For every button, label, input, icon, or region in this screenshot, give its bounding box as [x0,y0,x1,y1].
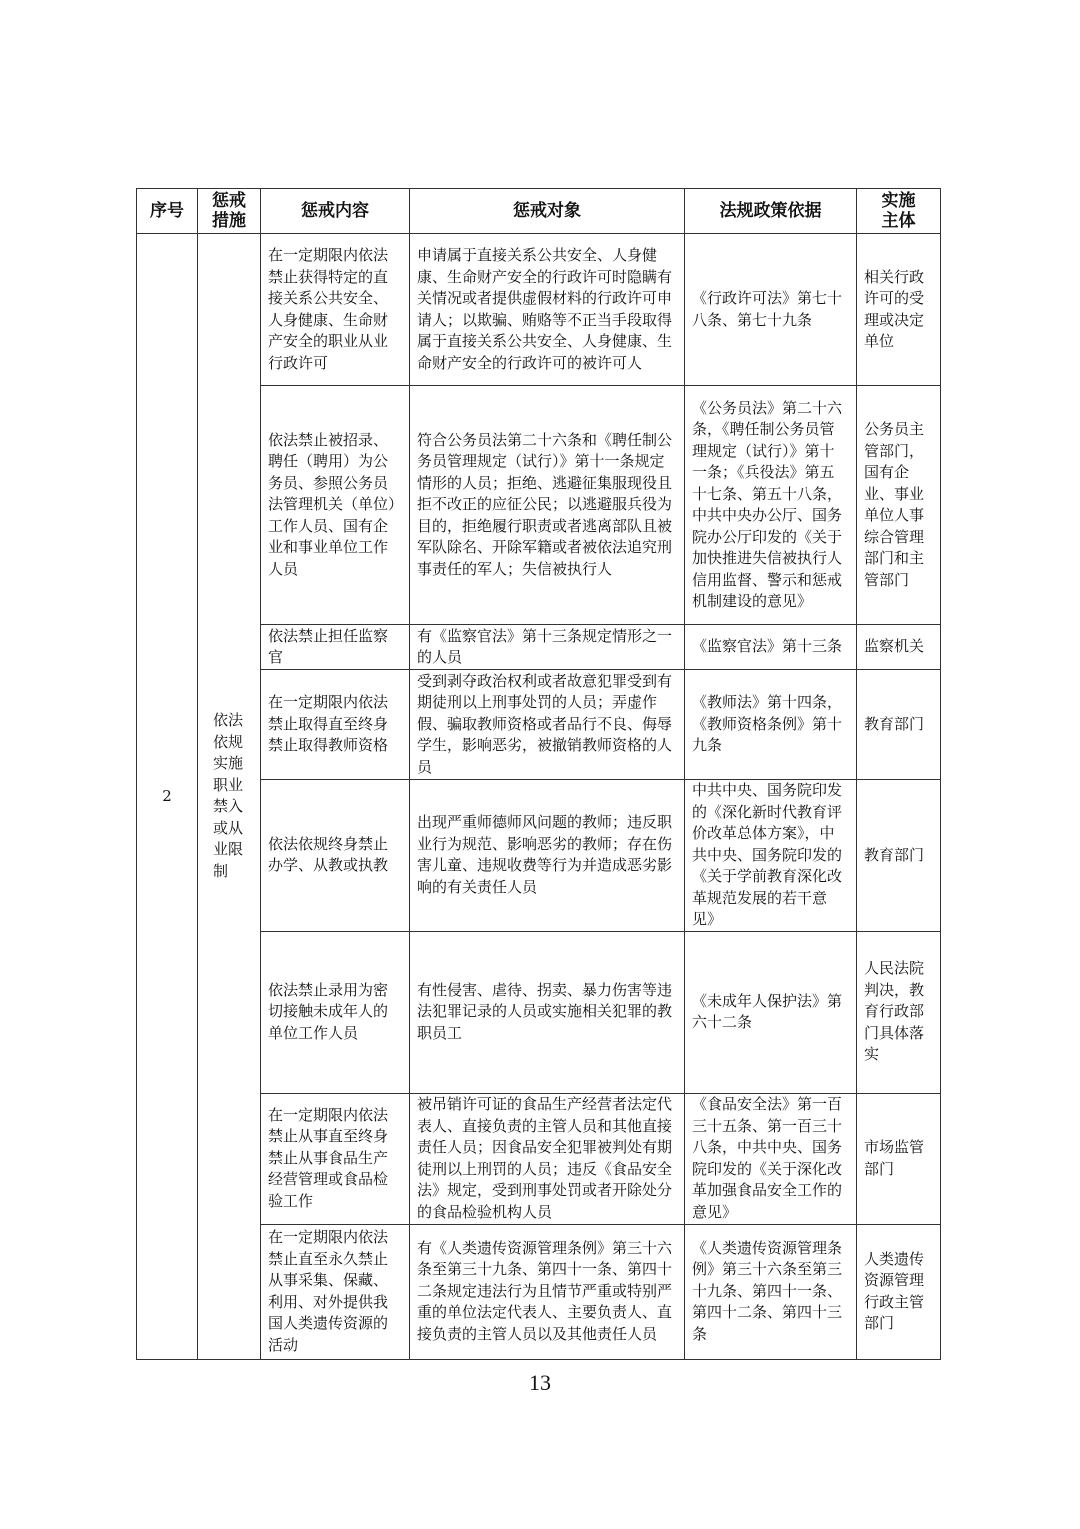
subject-cell: 监察机关 [857,625,941,670]
target-cell: 有《人类遗传资源管理条例》第三十六条至第三十九条、第四十一条、第四十二条规定违法行为且情节严重或特别严重的单位法定代表人、主要负责人、直接负责的主管人员以及其他责任人员 [410,1224,685,1359]
header-target: 惩戒对象 [410,189,685,234]
subject-cell: 市场监管部门 [857,1093,941,1224]
target-cell: 受到剥夺政治权利或者故意犯罪受到有期徒刑以上刑事处罚的人员；弄虚作假、骗取教师资格或者品行不良、侮辱学生，影响恶劣，被撤销教师资格的人员 [410,670,685,780]
header-measure [198,189,261,234]
subject-cell: 公务员主管部门，国有企业、事业单位人事综合管理部门和主管部门 [857,386,941,625]
subject-cell: 教育部门 [857,670,941,780]
content-cell: 在一定期限内依法禁止从事直至终身禁止从事食品生产经营管理或食品检验工作 [261,1093,410,1224]
content-cell: 依法禁止被招录、聘任（聘用）为公务员、参照公务员法管理机关（单位）工作人员、国有企业和事业单位工作人员 [261,386,410,625]
header-content: 惩戒内容 [261,189,410,234]
content-cell: 依法依规终身禁止办学、从教或执教 [261,780,410,932]
content-cell: 依法禁止担任监察官 [261,625,410,670]
target-cell: 符合公务员法第二十六条和《聘任制公务员管理规定（试行）》第十一条规定情形的人员；拒绝、逃避征集服现役且拒不改正的应征公民；以逃避服兵役为目的，拒绝履行职责或者逃离部队且被军队除名、开除军籍或者被依法追究刑事责任的军人；失信被执行人 [410,386,685,625]
page-number: 13 [529,1370,551,1395]
measure-text: 依法依规实施职业禁入或从业限制 [213,711,244,880]
content-cell: 在一定期限内依法禁止取得直至终身禁止取得教师资格 [261,670,410,780]
header-measure-label: 惩戒措施 [212,191,246,231]
target-cell: 申请属于直接关系公共安全、人身健康、生命财产安全的行政许可时隐瞒有关情况或者提供虚假材料的行政许可申请人；以欺骗、贿赂等不正当手段取得属于直接关系公共安全、人身健康、生命财产安全的行政许可的被许可人 [410,234,685,386]
basis-cell: 中共中央、国务院印发的《深化新时代教育评价改革总体方案》，中共中央、国务院印发的《关于学前教育深化改革规范发展的若干意见》 [685,780,857,932]
header-subject [857,189,941,234]
content-cell: 在一定期限内依法禁止获得特定的直接关系公共安全、人身健康、生命财产安全的职业从业行政许可 [261,234,410,386]
subject-cell: 人类遗传资源管理行政主管部门 [857,1224,941,1359]
seq-cell: 2 [137,234,198,1360]
basis-cell: 《行政许可法》第七十八条、第七十九条 [685,234,857,386]
punishment-table [136,188,941,1360]
target-cell: 被吊销许可证的食品生产经营者法定代表人、直接负责的主管人员和其他直接责任人员；因食品安全犯罪被判处有期徒刑以上刑罚的人员；违反《食品安全法》规定，受到刑事处罚或者开除处分的食品检验机构人员 [410,1093,685,1224]
measure-cell [198,234,261,1360]
header-basis: 法规政策依据 [685,189,857,234]
table-row [137,234,941,386]
basis-cell: 《公务员法》第二十六条，《聘任制公务员管理规定（试行）》第十一条；《兵役法》第五十七条、第五十八条，中共中央办公厅、国务院办公厅印发的《关于加快推进失信被执行人信用监督、警示和惩戒机制建设的意见》 [685,386,857,625]
subject-cell: 人民法院判决，教育行政部门具体落实 [857,931,941,1093]
basis-cell: 《未成年人保护法》第六十二条 [685,931,857,1093]
basis-cell: 《人类遗传资源管理条例》第三十六条至第三十九条、第四十一条、第四十二条、第四十三条 [685,1224,857,1359]
target-cell: 有性侵害、虐待、拐卖、暴力伤害等违法犯罪记录的人员或实施相关犯罪的教职员工 [410,931,685,1093]
content-cell: 在一定期限内依法禁止直至永久禁止从事采集、保藏、利用、对外提供我国人类遗传资源的活动 [261,1224,410,1359]
basis-cell: 《教师法》第十四条，《教师资格条例》第十九条 [685,670,857,780]
basis-cell: 《食品安全法》第一百三十五条、第一百三十八条，中共中央、国务院印发的《关于深化改革加强食品安全工作的意见》 [685,1093,857,1224]
header-subject-label: 实施主体 [881,191,916,231]
header-seq: 序号 [137,189,198,234]
content-cell: 依法禁止录用为密切接触未成年人的单位工作人员 [261,931,410,1093]
basis-cell: 《监察官法》第十三条 [685,625,857,670]
target-cell: 有《监察官法》第十三条规定情形之一的人员 [410,625,685,670]
target-cell: 出现严重师德师风问题的教师；违反职业行为规范、影响恶劣的教师；存在伤害儿童、违规收费等行为并造成恶劣影响的有关责任人员 [410,780,685,932]
subject-cell: 教育部门 [857,780,941,932]
subject-cell: 相关行政许可的受理或决定单位 [857,234,941,386]
header-row [137,189,941,234]
